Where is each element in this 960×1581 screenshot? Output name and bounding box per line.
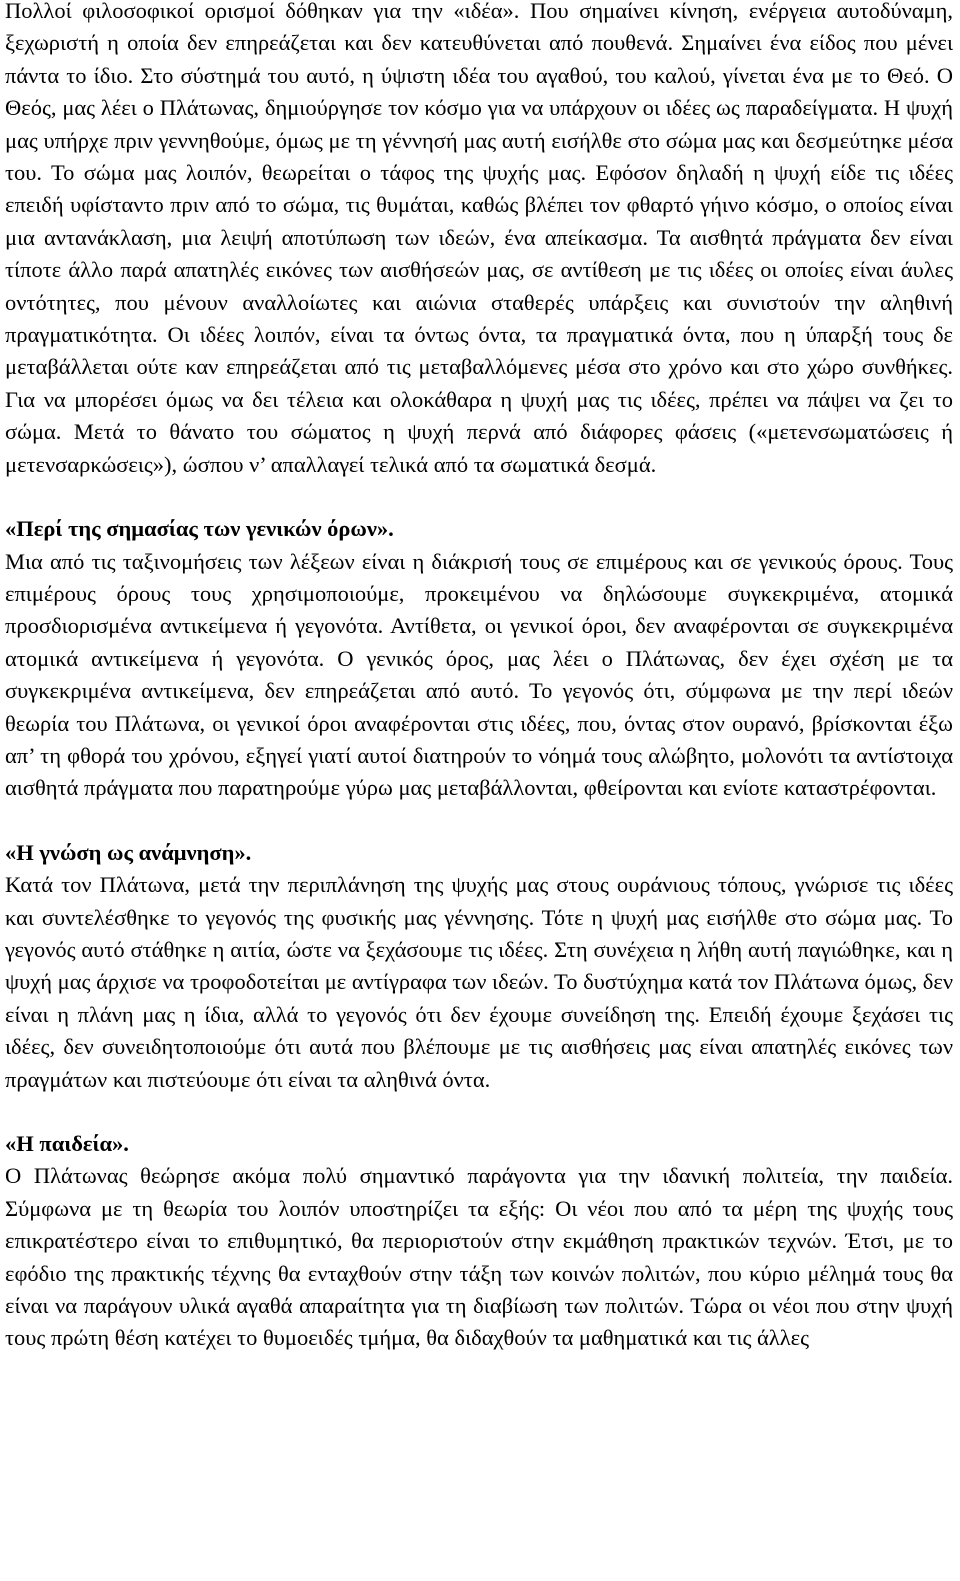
section-heading-knowledge-recollection: «Η γνώση ως ανάμνηση».	[5, 839, 252, 865]
section-heading-education: «Η παιδεία».	[5, 1131, 129, 1156]
general-terms-paragraph: Μια από τις ταξινομήσεις των λέξεων είναι η διάκρισή τους σε επιμέρους και σε γενικούς όρους. Τους επιμέρους όρους τους χρησιμοποιούμε, προκειμένου να δηλώσουμε συγκεκριμένα, ατομικά προσδιορισμένα αντικείμενα ή γεγονότα. Αντίθετα, οι γενικοί όροι, δεν αναφέρονται σε συγκεκριμένα ατομικά αντικείμενα ή γεγονότα. Ο γενικός όρος, μας λέει ο Πλάτωνας, δεν έχει σχέση με τα συγκεκριμένα αντικείμενα, δεν επηρεάζεται από αυτό. Το γεγονός ότι, σύμφωνα με την περί ιδεών θεωρία του Πλάτωνα, οι γενικοί όροι αναφέρονται στις ιδέες, που, όντας στον ουρανό, βρίσκονται έξω απ’ τη φθορά του χρόνου, εξηγεί γιατί αυτοί διατηρούν το νόημά τους αλώβητο, μολονότι τα αντίστοιχα αισθητά πράγματα που παρατηρούμε γύρω μας μεταβάλλονται, φθείρονται και ενίοτε καταστρέφονται.	[5, 548, 953, 801]
section-gap	[5, 481, 953, 513]
section-heading-general-terms: «Περί της σημασίας των γενικών όρων».	[5, 516, 394, 542]
intro-paragraph: Πολλοί φιλοσοφικοί ορισμοί δόθηκαν για την «ιδέα». Που σημαίνει κίνηση, ενέργεια αυτοδύναμη, ξεχωριστή η οποία δεν επηρεάζεται και δεν κατευθύνεται από πουθενά. Σημαίνει ένα είδος που μένει πάντα το ίδιο. Στο σύστημά του αυτό, η ύψιστη ιδέα του αγαθού, του καλού, γίνεται ένα με το Θεό. Ο Θεός, μας λέει ο Πλάτωνας, δημιούργησε τον κόσμο για να υπάρχουν οι ιδέες ως παραδείγματα. Η ψυχή μας υπήρχε πριν γεννηθούμε, όμως με τη γέννησή μας αυτή εισήλθε στο σώμα μας και δεσμεύτηκε μέσα του. Το σώμα μας λοιπόν, θεωρείται ο τάφος της ψυχής μας. Εφόσον δηλαδή η ψυχή είδε τις ιδέες επειδή υφίσταντο πριν από το σώμα, τις θυμάται, καθώς βλέπει τον φθαρτό γήινο κόσμο, ο οποίος είναι μια αντανάκλαση, μια λειψή αποτύπωση των ιδεών, ένα απείκασμα. Τα αισθητά πράγματα δεν είναι τίποτε άλλο παρά απατηλές εικόνες των αισθήσεών μας, σε αντίθεση με τις ιδέες οι οποίες είναι άυλες οντότητες, που μένουν αναλλοίωτες και αιώνια σταθερές υπάρξεις και συνιστούν την αληθινή πραγματικότητα. Οι ιδέες λοιπόν, είναι τα όντως όντα, τα πραγματικά όντα, που η ύπαρξή τους δε μεταβάλλεται ούτε καν επηρεάζεται από τις μεταβαλλόμενες μέσα στο χρόνο και στο χώρο συνθήκες. Για να μπορέσει όμως να δει τέλεια και ολοκάθαρα η ψυχή μας τις ιδέες, πρέπει να πάψει να ζει το σώμα. Μετά το θάνατο του σώματος η ψυχή περνά από διάφορες φάσεις («μετενσωματώσεις ή μετενσαρκώσεις»), ώσπου ν’ απαλλαγεί τελικά από τα σωματικά δεσμά.	[5, 0, 953, 477]
section-gap	[5, 1096, 953, 1128]
knowledge-recollection-paragraph: Κατά τον Πλάτωνα, μετά την περιπλάνηση της ψυχής μας στους ουράνιους τόπους, γνώρισε τις ιδέες και συντελέσθηκε το γεγονός της φυσικής μας γέννησης. Τότε η ψυχή μας εισήλθε στο σώμα μας. Το γεγονός αυτό στάθηκε η αιτία, ώστε να ξεχάσουμε τις ιδέες. Στη συνέχεια η λήθη αυτή παγιώθηκε, και η ψυχή μας άρχισε να τροφοδοτείται με αντίγραφα των ιδεών. Το δυστύχημα κατά τον Πλάτωνα όμως, δεν είναι η πλάνη μας η ίδια, αλλά το γεγονός ότι δεν έχουμε συνείδηση της. Επειδή έχουμε ξεχάσει τις ιδέες, δεν συνειδητοποιούμε ότι αυτά που βλέπουμε με τις αισθήσεις μας είναι απατηλές εικόνες των πραγμάτων και πιστεύουμε ότι είναι τα αληθινά όντα.	[5, 872, 953, 1092]
education-paragraph: Ο Πλάτωνας θεώρησε ακόμα πολύ σημαντικό παράγοντα για την ιδανική πολιτεία, την παιδεία. Σύμφωνα με τη θεωρία του λοιπόν υποστηρίζει τα εξής: Οι νέοι που από τα μέρη της ψυχής τους επικρατέστερο είναι το επιθυμητικό, θα περιοριστούν στην εκμάθηση πρακτικών τεχνών. Έτσι, με το εφόδιο της πρακτικής τέχνης θα ενταχθούν στην τάξη των κοινών πολιτών, που κύριο μέλημά τους θα είναι να παράγουν υλικά αγαθά απαραίτητα για τη διαβίωση των πολιτών. Τώρα οι νέοι που στην ψυχή τους πρώτη θέση κατέχει το θυμοειδές τμήμα, θα διδαχθούν τα μαθηματικά και τις άλλες	[5, 1163, 953, 1351]
section-gap	[5, 805, 953, 837]
